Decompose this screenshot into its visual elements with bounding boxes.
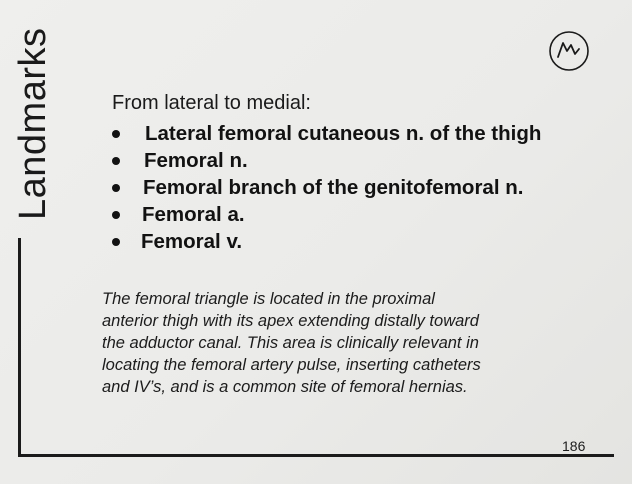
list-item-label: Femoral branch of the genitofemoral n. <box>143 176 524 199</box>
list-item-label: Femoral n. <box>144 149 248 172</box>
list-item <box>112 228 541 255</box>
vertical-rule <box>18 238 21 456</box>
list-item <box>112 120 541 147</box>
list-item-label: Femoral a. <box>142 203 245 226</box>
bullet-dot <box>112 130 120 138</box>
landmark-list <box>112 120 541 255</box>
list-item <box>112 201 541 228</box>
list-item-label: Lateral femoral cutaneous n. of the thigh <box>145 122 542 145</box>
paragraph-line: the adductor canal. This area is clinically relevant in <box>102 334 479 352</box>
list-item <box>112 174 541 201</box>
list-item <box>112 147 541 174</box>
bullet-dot <box>112 238 120 246</box>
bullet-dot <box>112 184 120 192</box>
list-item-label: Femoral v. <box>141 230 243 253</box>
description-paragraph <box>102 288 572 398</box>
paragraph-line: and IV’s, and is a common site of femoral hernias. <box>102 378 468 396</box>
page-number: 186 <box>562 438 586 454</box>
intro-text: From lateral to medial: <box>112 92 311 114</box>
side-title: Landmarks <box>12 27 54 220</box>
paragraph-line: The femoral triangle is located in the proximal <box>102 290 435 308</box>
horizontal-rule <box>18 454 614 457</box>
bullet-dot <box>112 211 120 219</box>
mountain-logo-icon <box>548 30 590 72</box>
paragraph-line: locating the femoral artery pulse, inserting catheters <box>102 356 481 374</box>
paragraph-line: anterior thigh with its apex extending distally toward <box>102 312 479 330</box>
bullet-dot <box>112 157 120 165</box>
